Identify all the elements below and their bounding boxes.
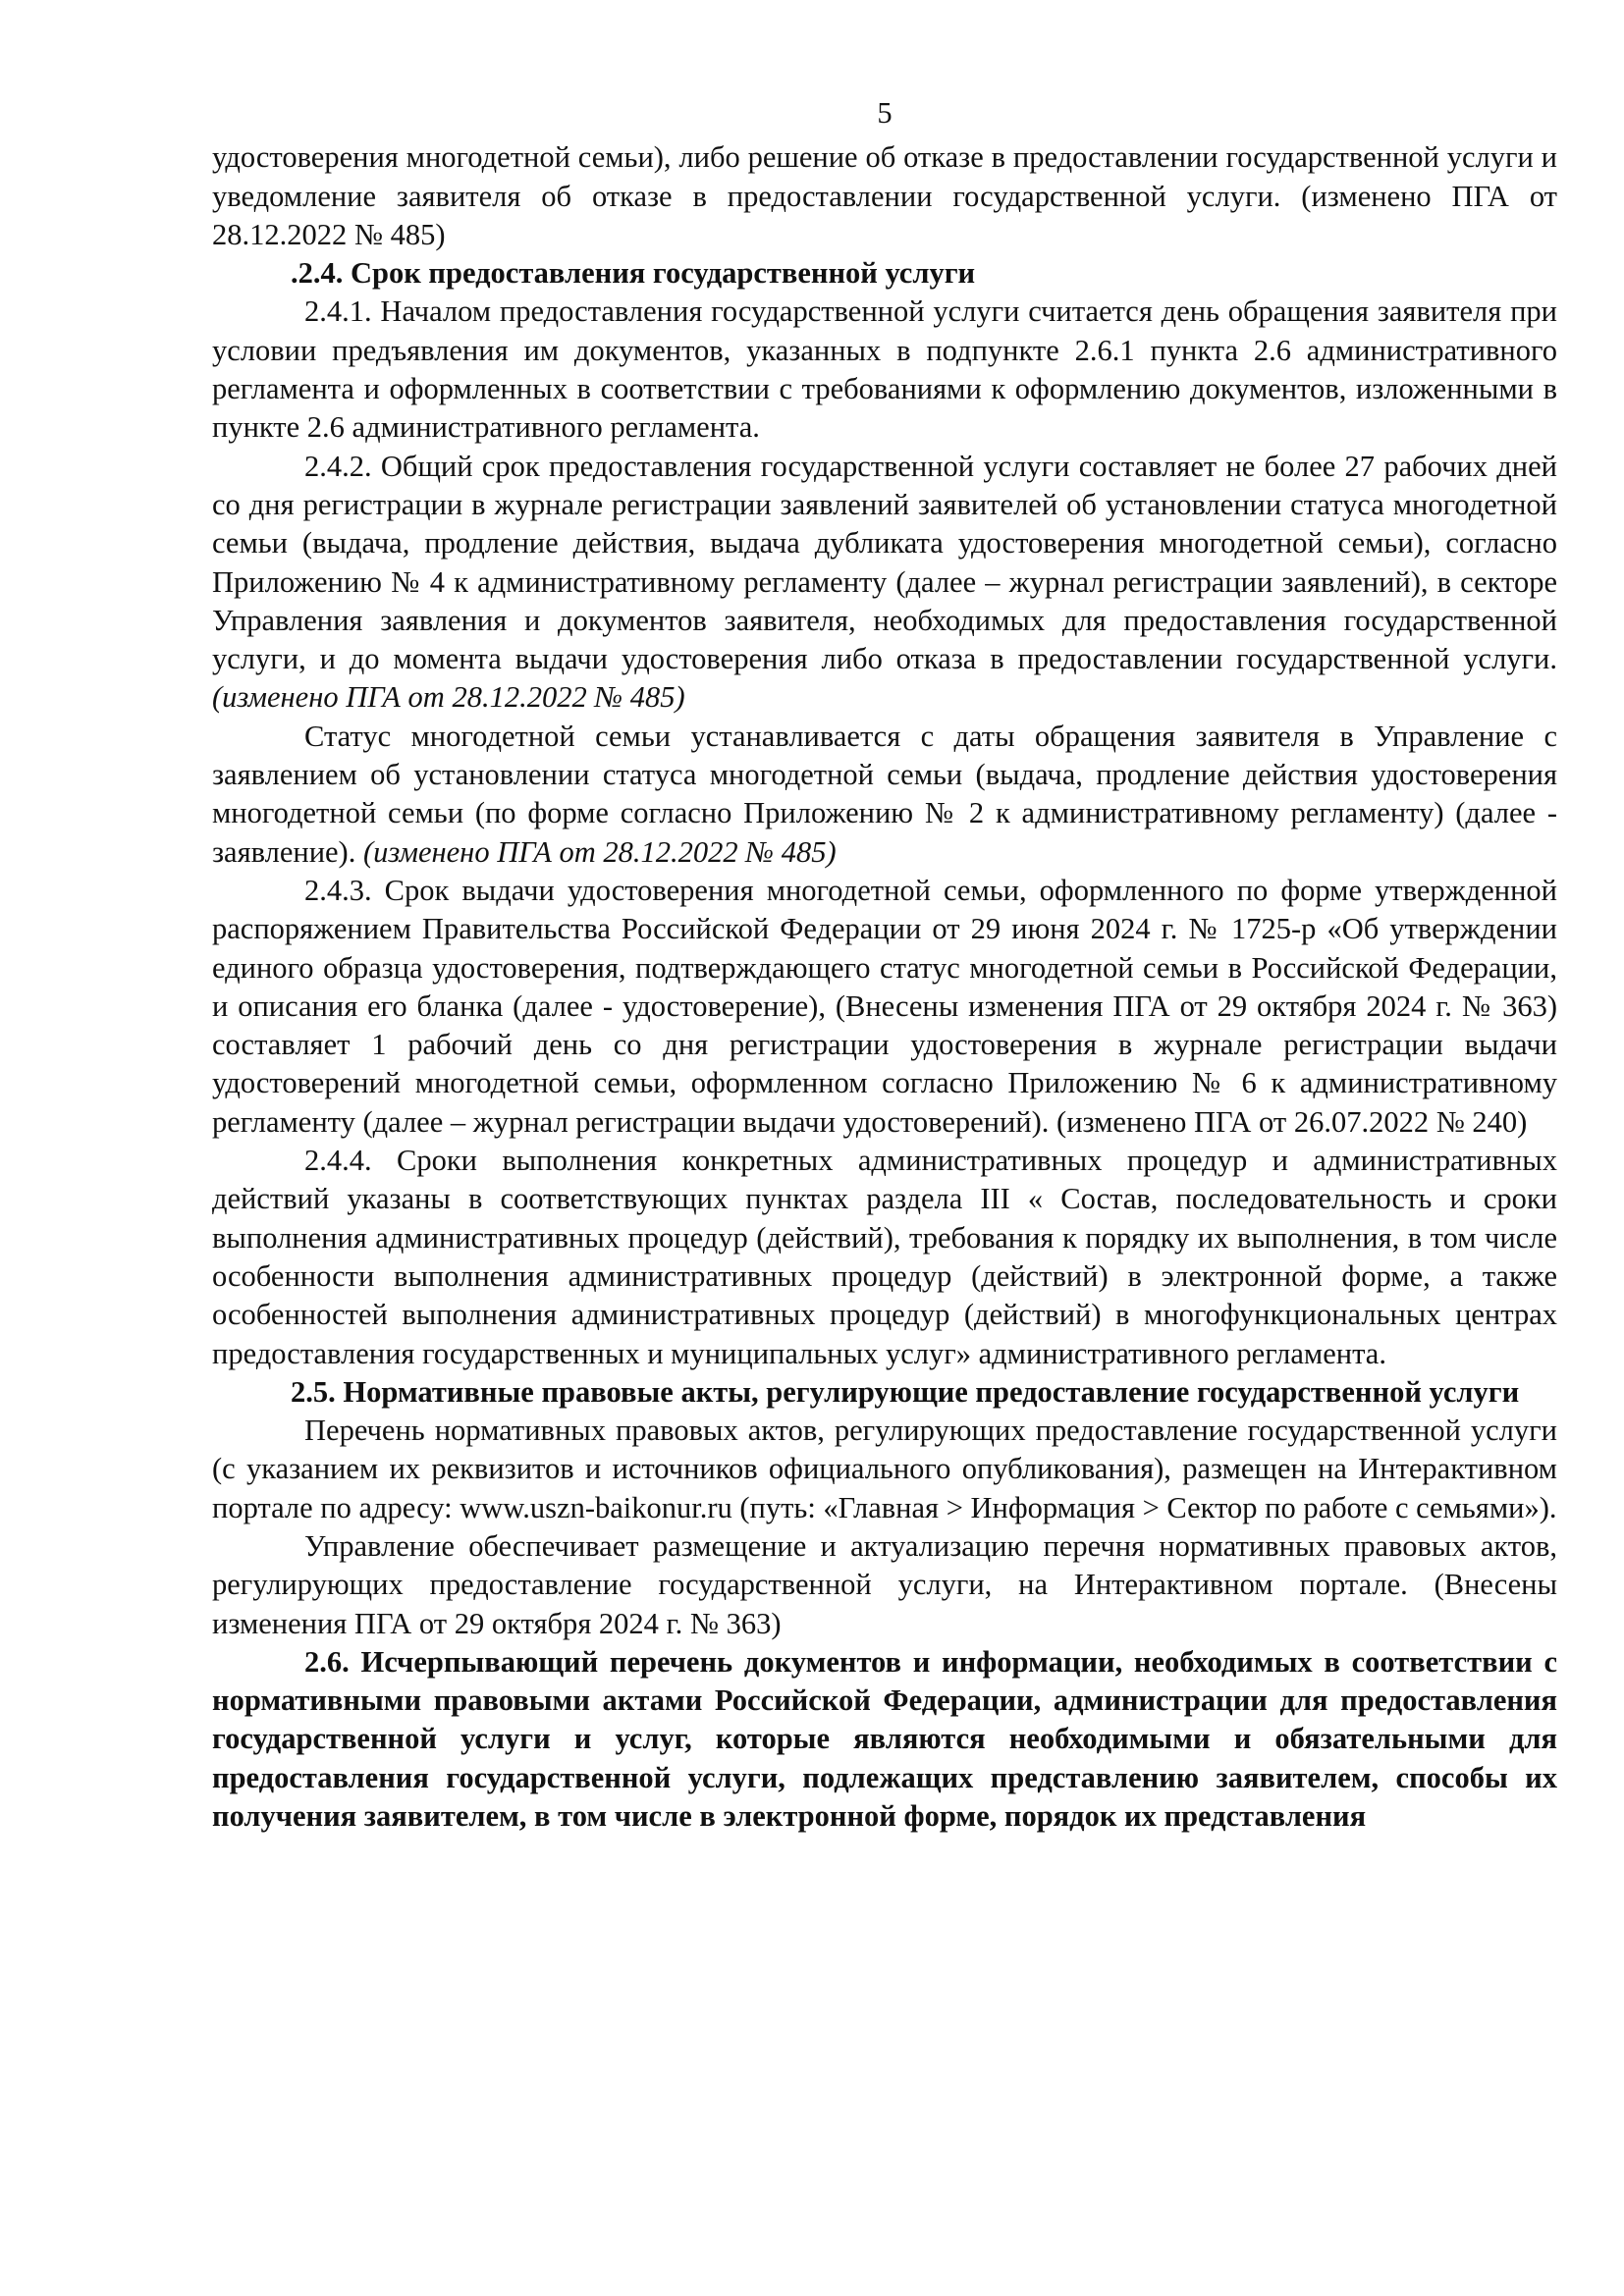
paragraph-2-5-list: Перечень нормативных правовых актов, регулирующих предоставление государственной услуги (с указанием их реквизитов и источников официального опубликования), размещен на Интерактивном портале по адресу: www.uszn-baikonur.ru (путь: «Главная > Информация > Сектор по работе с семьями»). <box>212 1414 1557 1524</box>
amendment-note: (изменено ПГА от 28.12.2022 № 485) <box>212 680 685 715</box>
paragraph-status <box>212 718 1557 872</box>
paragraph-intro: удостоверения многодетной семьи), либо решение об отказе в предоставлении государственной услуги и уведомление заявителя об отказе в предоставлении государственной услуги. (изменено ПГА от 28.12.2022 № 485) <box>212 140 1557 251</box>
heading-2-5: 2.5. Нормативные правовые акты, регулирующие предоставление государственной услуги <box>291 1374 1520 1409</box>
paragraph-2-4-1: 2.4.1. Началом предоставления государственной услуги считается день обращения заявителя при условии предъявления им документов, указанных в подпункте 2.6.1 пункта 2.6 административного регламента и оформленных в соответствии с требованиями к оформлению документов, изложенными в пункте 2.6 административного регламента. <box>212 294 1557 445</box>
amendment-note: (изменено ПГА от 28.12.2022 № 485) <box>362 834 837 869</box>
page-number: 5 <box>877 96 893 130</box>
paragraph-2-4-3: 2.4.3. Срок выдачи удостоверения многодетной семьи, оформленного по форме утвержденной распоряжением Правительства Российской Федерации от 29 июня 2024 г. № 1725-р «Об утверждении единого образца удостоверения, подтверждающего статус многодетной семьи в Российской Федерации, и описания его бланка (далее - удостоверение), (Внесены изменения ПГА от 29 октября 2024 г. № 363) составляет 1 рабочий день со дня регистрации удостоверения в журнале регистрации выдачи удостоверений многодетной семьи, оформленном согласно Приложению № 6 к административному регламенту (далее – журнал регистрации выдачи удостоверений). (изменено ПГА от 26.07.2022 № 240) <box>212 873 1557 1139</box>
heading-2-4: .2.4. Срок предоставления государственной услуги <box>291 256 976 291</box>
paragraph-status-text: Статус многодетной семьи устанавливается с даты обращения заявителя в Управление с заявлением об установлении статуса многодетной семьи (выдача, продление действия удостоверения многодетной семьи (по форме согласно Приложению № 2 к административному регламенту) (далее - заявление). <box>212 719 1557 869</box>
paragraph-2-4-4: 2.4.4. Сроки выполнения конкретных административных процедур и административных действий указаны в соответствующих пунктах раздела III « Состав, последовательность и сроки выполнения административных процедур (действий), требования к порядку их выполнения, в том числе особенности выполнения административных процедур (действий) в электронной форме, а также особенностей выполнения административных процедур (действий) в многофункциональных центрах предоставления государственных и муниципальных услуг» административного регламента. <box>212 1144 1557 1370</box>
paragraph-2-4-2 <box>212 448 1557 718</box>
document-page <box>212 94 1557 1836</box>
paragraph-2-5-update: Управление обеспечивает размещение и актуализацию перечня нормативных правовых актов, регулирующих предоставление государственной услуги, на Интерактивном портале. (Внесены изменения ПГА от 29 октября 2024 г. № 363) <box>212 1528 1557 1640</box>
heading-2-6: 2.6. Исчерпывающий перечень документов и информации, необходимых в соответствии с нормативными правовыми актами Российской Федерации, администрации для предоставления государственной услуги и услуг, которые являются необходимыми и обязательными для предоставления государственной услуги, подлежащих представлению заявителем, способы их получения заявителем, в том числе в электронной форме, порядок их представления <box>212 1644 1557 1834</box>
paragraph-2-4-2-text: 2.4.2. Общий срок предоставления государственной услуги составляет не более 27 рабочих дней со дня регистрации в журнале регистрации заявлений заявителей об установлении статуса многодетной семьи (выдача, продление действия, выдача дубликата удостоверения многодетной семьи), согласно Приложению № 4 к административному регламенту (далее – журнал регистрации заявлений), в секторе Управления заявления и документов заявителя, необходимых для предоставления государственной услуги, и до момента выдачи удостоверения либо отказа в предоставлении государственной услуги. <box>212 449 1557 676</box>
